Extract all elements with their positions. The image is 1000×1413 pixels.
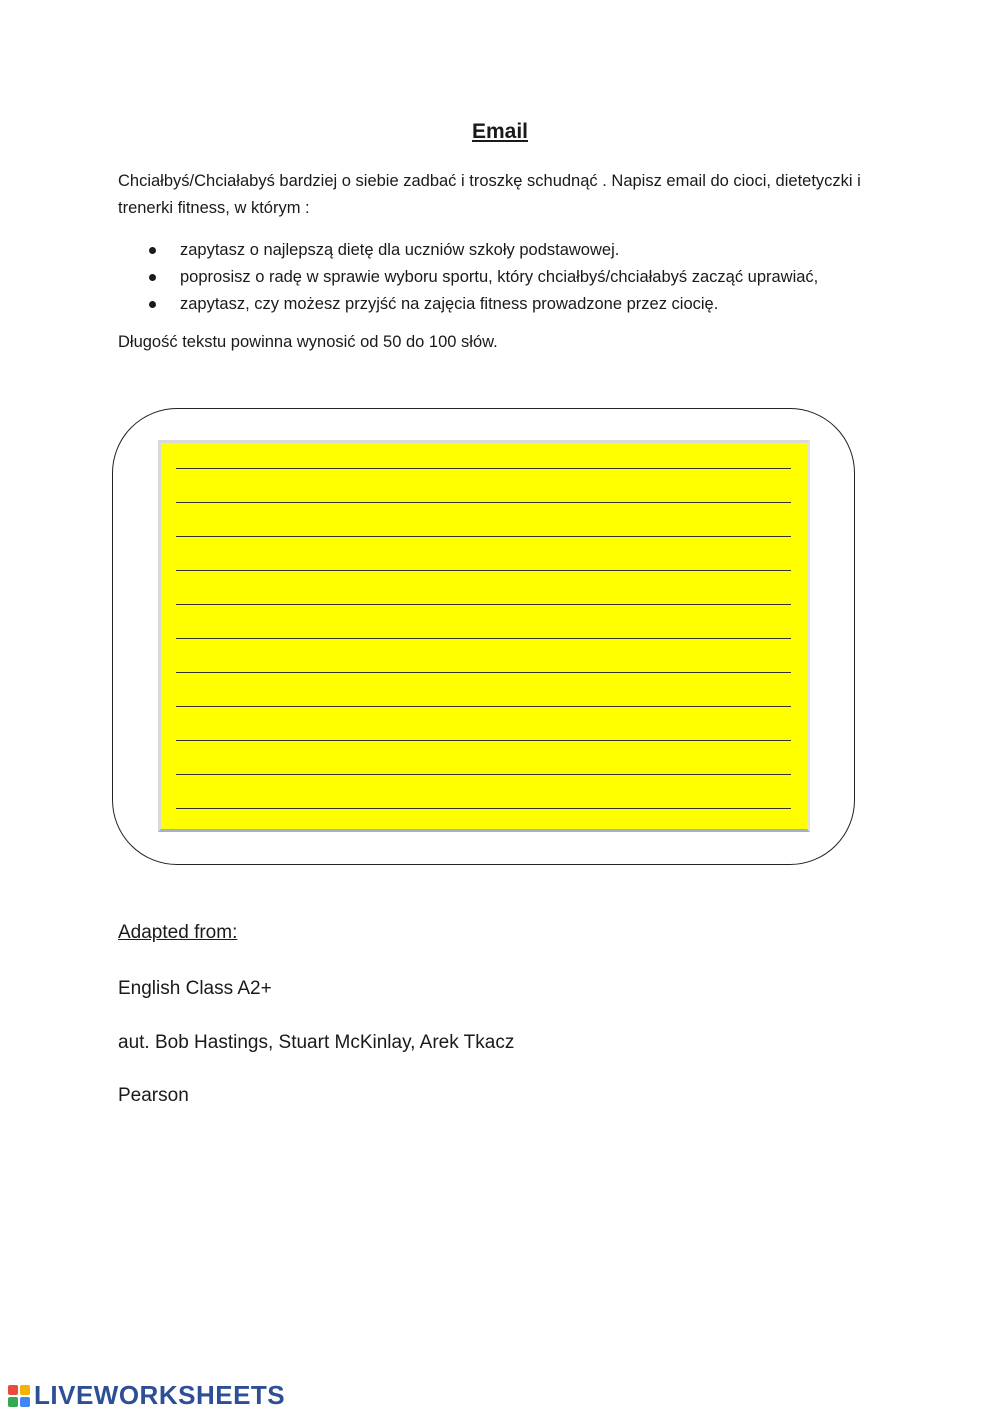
writing-line[interactable] — [176, 774, 791, 775]
task-intro: Chciałbyś/Chciałabyś bardziej o siebie zadbać i troszkę schudnąć . Napisz email do cioci, dietetyczki i trenerki fitness, w którym : — [118, 172, 861, 217]
logo-text: LIVEWORKSHEETS — [34, 1380, 286, 1410]
bullet-icon — [149, 274, 156, 281]
writing-line[interactable] — [176, 604, 791, 605]
page-title: Email — [471, 120, 529, 143]
writing-line[interactable] — [176, 570, 791, 571]
task-item-text: zapytasz o najlepszą dietę dla uczniów szkoły podstawowej. — [180, 241, 620, 259]
adapted-from-label: Adapted from: — [118, 922, 238, 943]
writing-line[interactable] — [176, 536, 791, 537]
task-list — [118, 237, 898, 318]
writing-line[interactable] — [176, 468, 791, 469]
liveworksheets-logo-icon — [8, 1385, 30, 1407]
book-title: English Class A2+ — [118, 978, 272, 999]
task-item-text: poprosisz o radę w sprawie wyboru sportu, który chciałbyś/chciałabyś zacząć uprawiać, — [180, 268, 819, 286]
writing-area[interactable] — [158, 440, 810, 832]
publisher: Pearson — [118, 1085, 189, 1106]
writing-line[interactable] — [176, 502, 791, 503]
liveworksheets-logo — [8, 1380, 285, 1411]
writing-line[interactable] — [176, 638, 791, 639]
writing-line[interactable] — [176, 740, 791, 741]
writing-line[interactable] — [176, 706, 791, 707]
bullet-icon — [149, 301, 156, 308]
writing-line[interactable] — [176, 808, 791, 809]
length-requirement: Długość tekstu powinna wynosić od 50 do 100 słów. — [118, 333, 498, 351]
task-item — [118, 291, 898, 318]
authors: aut. Bob Hastings, Stuart McKinlay, Arek Tkacz — [118, 1032, 515, 1053]
task-item-text: zapytasz, czy możesz przyjść na zajęcia fitness prowadzone przez ciocię. — [180, 295, 719, 313]
writing-line[interactable] — [176, 672, 791, 673]
task-item — [118, 264, 898, 291]
task-item — [118, 237, 898, 264]
bullet-icon — [149, 247, 156, 254]
